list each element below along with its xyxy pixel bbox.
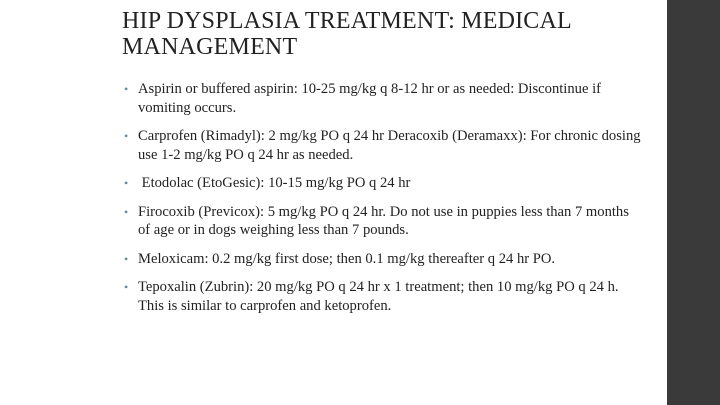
bullet-item <box>122 127 642 164</box>
bullet-item <box>122 203 642 240</box>
bullet-item <box>122 278 642 315</box>
bullet-text: Firocoxib (Previcox): 5 mg/kg PO q 24 hr. Do not use in puppies less than 7 months of age or in dogs weighing less than 7 pounds. <box>138 203 629 238</box>
bullet-marker: • <box>124 204 129 219</box>
bullet-list <box>122 80 642 325</box>
bullet-text: Carprofen (Rimadyl): 2 mg/kg PO q 24 hr Deracoxib (Deramaxx): For chronic dosing use 1-2 mg/kg PO q 24 hr as needed. <box>138 128 641 163</box>
bullet-item <box>122 250 642 269</box>
bullet-text: Aspirin or buffered aspirin: 10-25 mg/kg q 8-12 hr or as needed: Discontinue if vomiting occurs. <box>138 81 601 116</box>
bullet-text: Tepoxalin (Zubrin): 20 mg/kg PO q 24 hr x 1 treatment; then 10 mg/kg PO q 24 h. This is similar to carprofen and ketoprofen. <box>138 279 619 314</box>
decorative-side-bar <box>667 0 720 405</box>
bullet-text: Meloxicam: 0.2 mg/kg first dose; then 0.1 mg/kg thereafter q 24 hr PO. <box>138 250 556 267</box>
bullet-text: Etodolac (EtoGesic): 10-15 mg/kg PO q 24 hr <box>138 175 411 191</box>
bullet-marker: • <box>124 251 129 266</box>
bullet-item <box>122 174 642 193</box>
bullet-marker: • <box>124 176 129 190</box>
bullet-item <box>122 80 642 117</box>
bullet-marker: • <box>124 82 129 96</box>
slide-title: HIP DYSPLASIA TREATMENT: MEDICAL MANAGEMENT <box>122 8 572 60</box>
bullet-marker: • <box>124 129 129 143</box>
bullet-marker: • <box>124 280 129 294</box>
